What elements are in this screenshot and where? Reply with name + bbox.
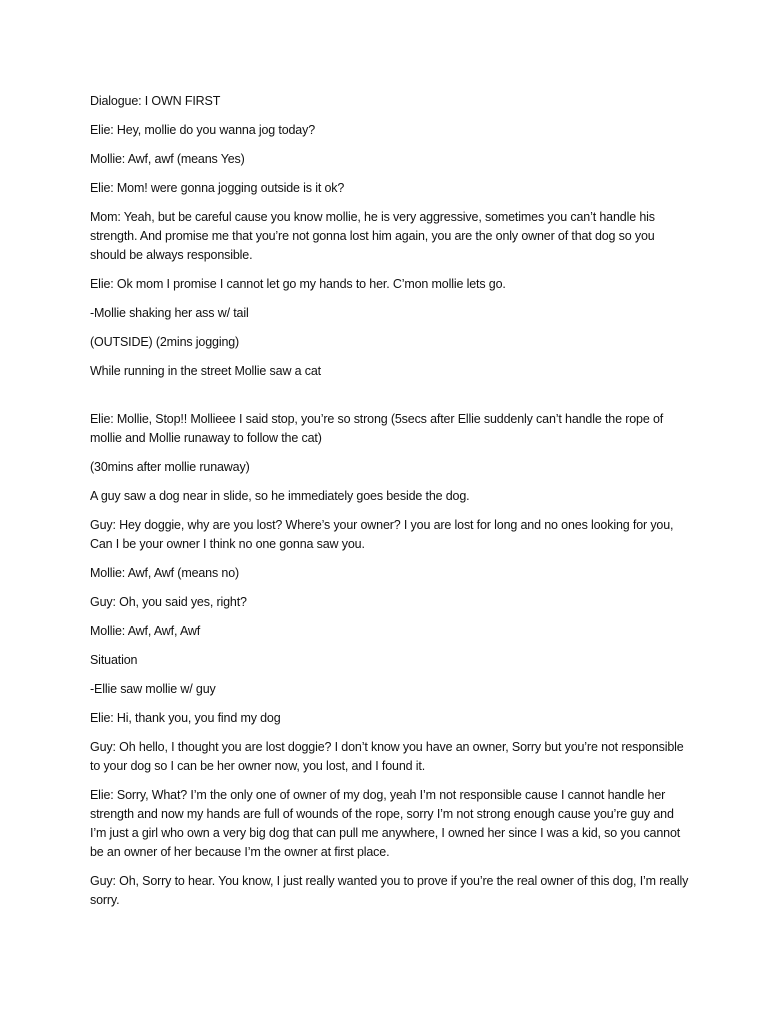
stage-direction: -Ellie saw mollie w/ guy bbox=[90, 682, 216, 696]
narration: A guy saw a dog near in slide, so he immediately goes beside the dog. bbox=[90, 489, 470, 503]
dialogue-line: Mollie: Awf, awf (means Yes) bbox=[90, 152, 245, 166]
dialogue-line: Elie: Hi, thank you, you find my dog bbox=[90, 711, 281, 725]
dialogue-line: Elie: Sorry, What? I’m the only one of owner of my dog, yeah I’m not responsible cause I cannot handle her strength and now my hands are full of wounds of the rope, sorry I’m not strong enough cause you’re guy and I’m just a girl who own a very big dog that can pull me anywhere, I owned her since I was a kid, so you cannot be an owner of her because I’m the owner at first place. bbox=[90, 788, 681, 859]
dialogue-line: Elie: Ok mom I promise I cannot let go my hands to her. C’mon mollie lets go. bbox=[90, 277, 506, 291]
dialogue-line: Elie: Mom! were gonna jogging outside is it ok? bbox=[90, 181, 345, 195]
dialogue-line: Guy: Oh, Sorry to hear. You know, I just really wanted you to prove if you’re the real owner of this dog, I’m really sorry. bbox=[90, 874, 689, 907]
section-heading: Situation bbox=[90, 653, 138, 667]
stage-direction: (OUTSIDE) (2mins jogging) bbox=[90, 335, 240, 349]
stage-direction: -Mollie shaking her ass w/ tail bbox=[90, 306, 249, 320]
dialogue-line: Elie: Mollie, Stop!! Mollieee I said stop, you’re so strong (5secs after Ellie suddenly can’t handle the rope of mollie and Mollie runaway to follow the cat) bbox=[90, 412, 664, 445]
stage-direction: (30mins after mollie runaway) bbox=[90, 460, 250, 474]
dialogue-line: Mom: Yeah, but be careful cause you know mollie, he is very aggressive, sometimes you can’t handle his strength. And promise me that you’re not gonna lost him again, you are the only owner of that dog so you should be always responsible. bbox=[90, 210, 655, 262]
dialogue-title: Dialogue: I OWN FIRST bbox=[90, 94, 221, 108]
dialogue-line: Elie: Hey, mollie do you wanna jog today? bbox=[90, 123, 316, 137]
dialogue-line: Mollie: Awf, Awf, Awf bbox=[90, 624, 201, 638]
dialogue-line: Mollie: Awf, Awf (means no) bbox=[90, 566, 240, 580]
dialogue-line: Guy: Oh hello, I thought you are lost doggie? I don’t know you have an owner, Sorry but you’re not responsible to your dog so I can be her owner now, you lost, and I found it. bbox=[90, 740, 684, 773]
document-page bbox=[90, 92, 690, 920]
dialogue-line: Guy: Hey doggie, why are you lost? Where’s your owner? I you are lost for long and no ones looking for you, Can I be your owner I think no one gonna saw you. bbox=[90, 518, 674, 551]
blank-line bbox=[90, 391, 690, 410]
narration: While running in the street Mollie saw a cat bbox=[90, 364, 322, 378]
dialogue-line: Guy: Oh, you said yes, right? bbox=[90, 595, 247, 609]
